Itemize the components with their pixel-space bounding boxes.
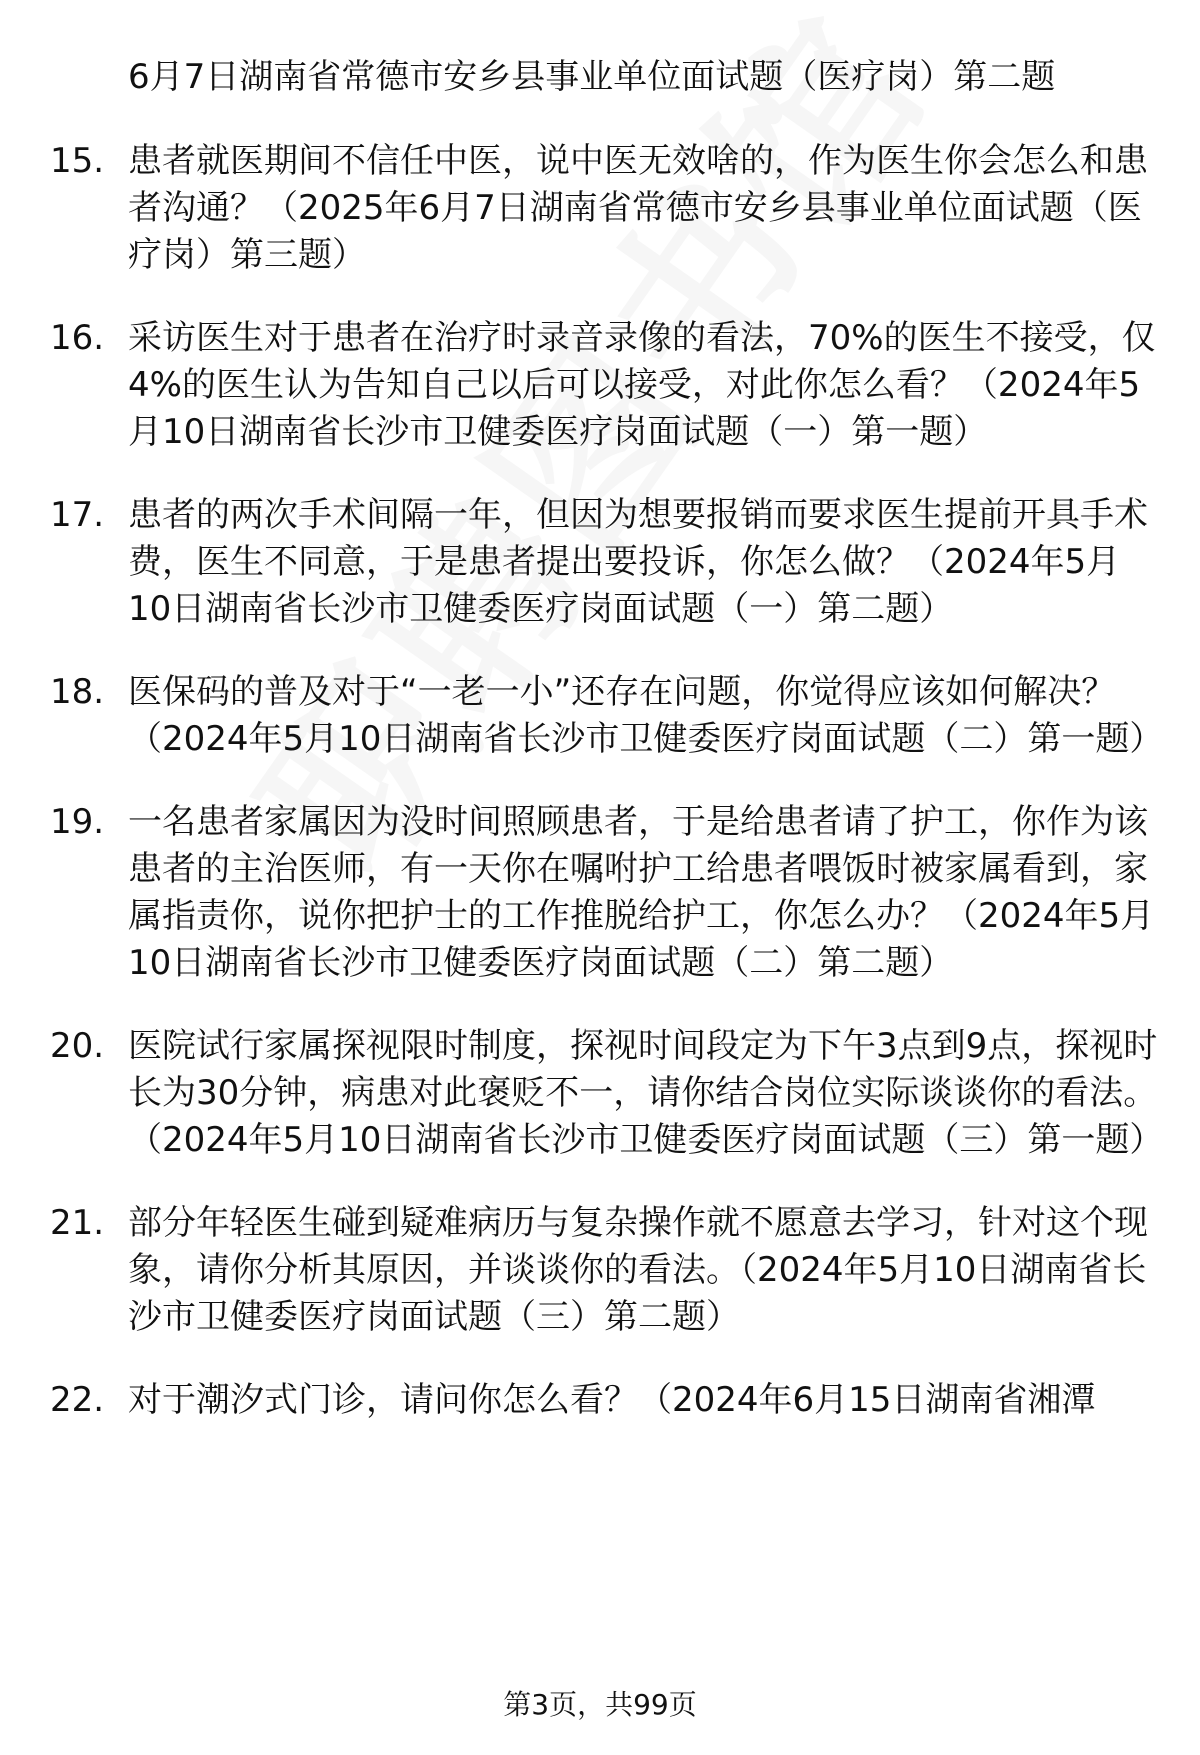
question-number: 21. <box>50 1203 105 1243</box>
question-number: 18. <box>50 672 105 712</box>
question-number: 16. <box>50 318 105 358</box>
question-text: 对于潮汐式门诊，请问你怎么看？（2024年6月15日湖南省湘潭 <box>128 1380 1096 1420</box>
question-text: 患者就医期间不信任中医，说中医无效啥的，作为医生你会怎么和患者沟通？（2025年6月7日湖南省常德市安乡县事业单位面试题（医疗岗）第三题） <box>128 141 1148 275</box>
question-number: 17. <box>50 495 105 535</box>
question-item <box>50 492 1160 633</box>
question-number: 19. <box>50 802 105 842</box>
question-list <box>50 52 1164 1424</box>
question-text: 医院试行家属探视限时制度，探视时间段定为下午3点到9点，探视时长为30分钟，病患对此褒贬不一，请你结合岗位实际谈谈你的看法。（2024年5月10日湖南省长沙市卫健委医疗岗面试题（三）第一题） <box>128 1026 1164 1160</box>
question-item <box>50 669 1164 763</box>
question-item <box>50 315 1160 456</box>
page-number: 第3页，共99页 <box>503 1688 697 1721</box>
question-text: 采访医生对于患者在治疗时录音录像的看法，70%的医生不接受，仅4%的医生认为告知自己以后可以接受，对此你怎么看？（2024年5月10日湖南省长沙市卫健委医疗岗面试题（一）第一题） <box>128 318 1156 452</box>
continuation-line: 6月7日湖南省常德市安乡县事业单位面试题（医疗岗）第二题 <box>128 57 1056 97</box>
question-item <box>50 1377 1160 1424</box>
question-text: 医保码的普及对于“一老一小”还存在问题，你觉得应该如何解决？（2024年5月10日湖南省长沙市卫健委医疗岗面试题（二）第一题） <box>128 672 1164 759</box>
question-text: 一名患者家属因为没时间照顾患者，于是给患者请了护工，你作为该患者的主治医师，有一天你在嘱咐护工给患者喂饭时被家属看到，家属指责你，说你把护士的工作推脱给护工，你怎么办？（2024年5月10日湖南省长沙市卫健委医疗岗面试题（二）第二题） <box>128 802 1155 983</box>
question-text: 部分年轻医生碰到疑难病历与复杂操作就不愿意去学习，针对这个现象，请你分析其原因，并谈谈你的看法。（2024年5月10日湖南省长沙市卫健委医疗岗面试题（三）第二题） <box>128 1203 1148 1337</box>
question-number: 20. <box>50 1026 105 1066</box>
question-item <box>50 1200 1160 1341</box>
question-item <box>50 138 1160 279</box>
question-item <box>50 799 1160 987</box>
question-text: 患者的两次手术间隔一年，但因为想要报销而要求医生提前开具手术费，医生不同意，于是患者提出要投诉，你怎么做？（2024年5月10日湖南省长沙市卫健委医疗岗面试题（一）第二题） <box>128 495 1148 629</box>
question-number: 15. <box>50 141 105 181</box>
question-number: 22. <box>50 1380 105 1420</box>
question-item <box>50 1023 1164 1164</box>
